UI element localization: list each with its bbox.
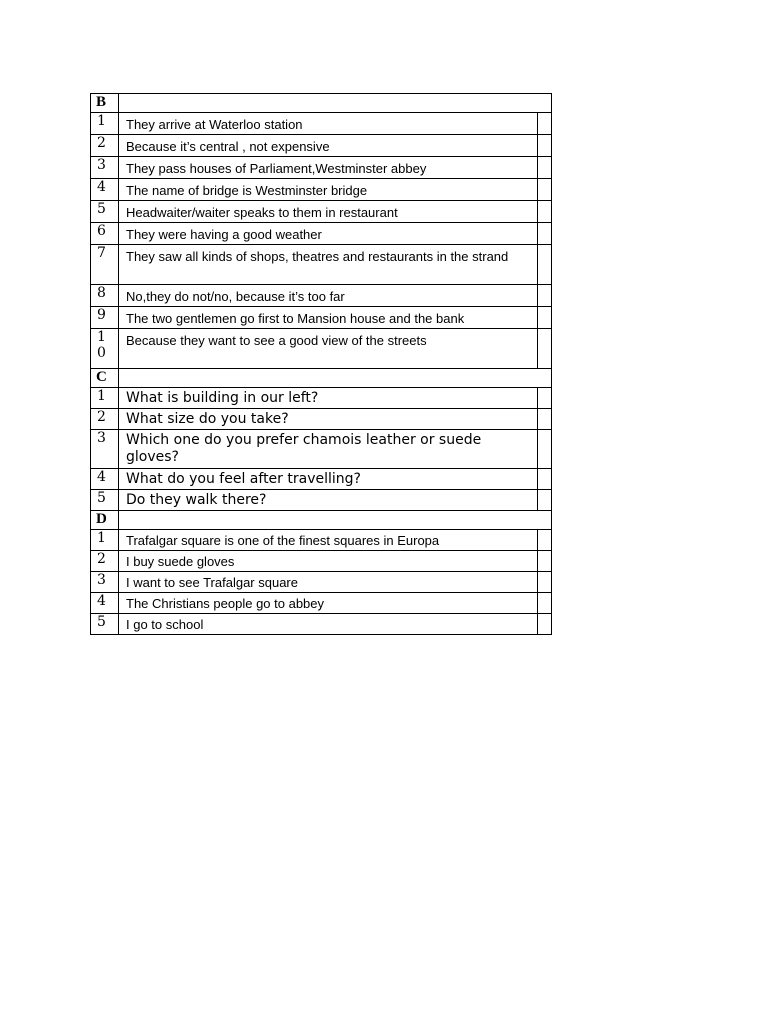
table-row (91, 409, 552, 430)
blank-cell (538, 113, 552, 135)
row-number: 8 (91, 285, 119, 307)
answer-text: I buy suede gloves (119, 551, 538, 572)
answer-text: Because it’s central , not expensive (119, 135, 538, 157)
blank-cell (538, 409, 552, 430)
answer-text: The Christians people go to abbey (119, 593, 538, 614)
section-header-row (91, 511, 552, 530)
row-number: 2 (91, 135, 119, 157)
table-row (91, 572, 552, 593)
table-row (91, 430, 552, 469)
blank-cell (538, 593, 552, 614)
table-row (91, 157, 552, 179)
answer-text: I go to school (119, 614, 538, 635)
answer-text: No,they do not/no, because it’s too far (119, 285, 538, 307)
row-number: 1 0 (91, 329, 119, 369)
row-number: 5 (91, 614, 119, 635)
row-number: 4 (91, 179, 119, 201)
table-row (91, 113, 552, 135)
row-number: 1 (91, 388, 119, 409)
blank-cell (538, 329, 552, 369)
table-row (91, 329, 552, 369)
blank-cell (538, 551, 552, 572)
section-label: D (91, 511, 119, 530)
answer-text: Headwaiter/waiter speaks to them in restaurant (119, 201, 538, 223)
answer-text: Do they walk there? (119, 490, 538, 511)
table-row (91, 307, 552, 329)
row-number: 1 (91, 530, 119, 551)
blank-cell (538, 157, 552, 179)
blank-cell (538, 307, 552, 329)
row-number: 3 (91, 572, 119, 593)
row-number: 2 (91, 409, 119, 430)
answer-text: They arrive at Waterloo station (119, 113, 538, 135)
answer-text: They saw all kinds of shops, theatres and restaurants in the strand (119, 245, 538, 285)
blank-cell (538, 245, 552, 285)
answer-text: What is building in our left? (119, 388, 538, 409)
row-number: 6 (91, 223, 119, 245)
blank-cell (538, 388, 552, 409)
row-number: 3 (91, 157, 119, 179)
answer-text: Trafalgar square is one of the finest squares in Europa (119, 530, 538, 551)
row-number: 5 (91, 201, 119, 223)
answer-text: Because they want to see a good view of the streets (119, 329, 538, 369)
answer-table (90, 93, 552, 635)
blank-cell (538, 614, 552, 635)
row-number: 2 (91, 551, 119, 572)
blank-cell (538, 201, 552, 223)
blank-cell (538, 530, 552, 551)
answer-text: They pass houses of Parliament,Westminster abbey (119, 157, 538, 179)
blank-cell (538, 469, 552, 490)
table-row (91, 530, 552, 551)
section-header-blank-cell (119, 369, 552, 388)
section-header-blank-cell (119, 511, 552, 530)
answer-text: What do you feel after travelling? (119, 469, 538, 490)
table-row (91, 285, 552, 307)
table-row (91, 469, 552, 490)
blank-cell (538, 285, 552, 307)
blank-cell (538, 490, 552, 511)
blank-cell (538, 135, 552, 157)
table-row (91, 490, 552, 511)
table-row (91, 593, 552, 614)
answer-text: I want to see Trafalgar square (119, 572, 538, 593)
section-header-row (91, 369, 552, 388)
row-number: 4 (91, 593, 119, 614)
table-row (91, 614, 552, 635)
row-number: 4 (91, 469, 119, 490)
table-row (91, 388, 552, 409)
row-number: 3 (91, 430, 119, 469)
blank-cell (538, 223, 552, 245)
table-row (91, 551, 552, 572)
section-header-blank-cell (119, 94, 552, 113)
table-row (91, 245, 552, 285)
row-number: 7 (91, 245, 119, 285)
section-label: C (91, 369, 119, 388)
answer-text: Which one do you prefer chamois leather or suede gloves? (119, 430, 538, 469)
table-row (91, 179, 552, 201)
table-row (91, 135, 552, 157)
answer-text: The name of bridge is Westminster bridge (119, 179, 538, 201)
row-number: 5 (91, 490, 119, 511)
answer-text: What size do you take? (119, 409, 538, 430)
blank-cell (538, 179, 552, 201)
section-header-row (91, 94, 552, 113)
blank-cell (538, 572, 552, 593)
blank-cell (538, 430, 552, 469)
table-row (91, 201, 552, 223)
answer-text: They were having a good weather (119, 223, 538, 245)
table-row (91, 223, 552, 245)
section-label: B (91, 94, 119, 113)
row-number: 1 (91, 113, 119, 135)
answer-text: The two gentlemen go first to Mansion house and the bank (119, 307, 538, 329)
row-number: 9 (91, 307, 119, 329)
